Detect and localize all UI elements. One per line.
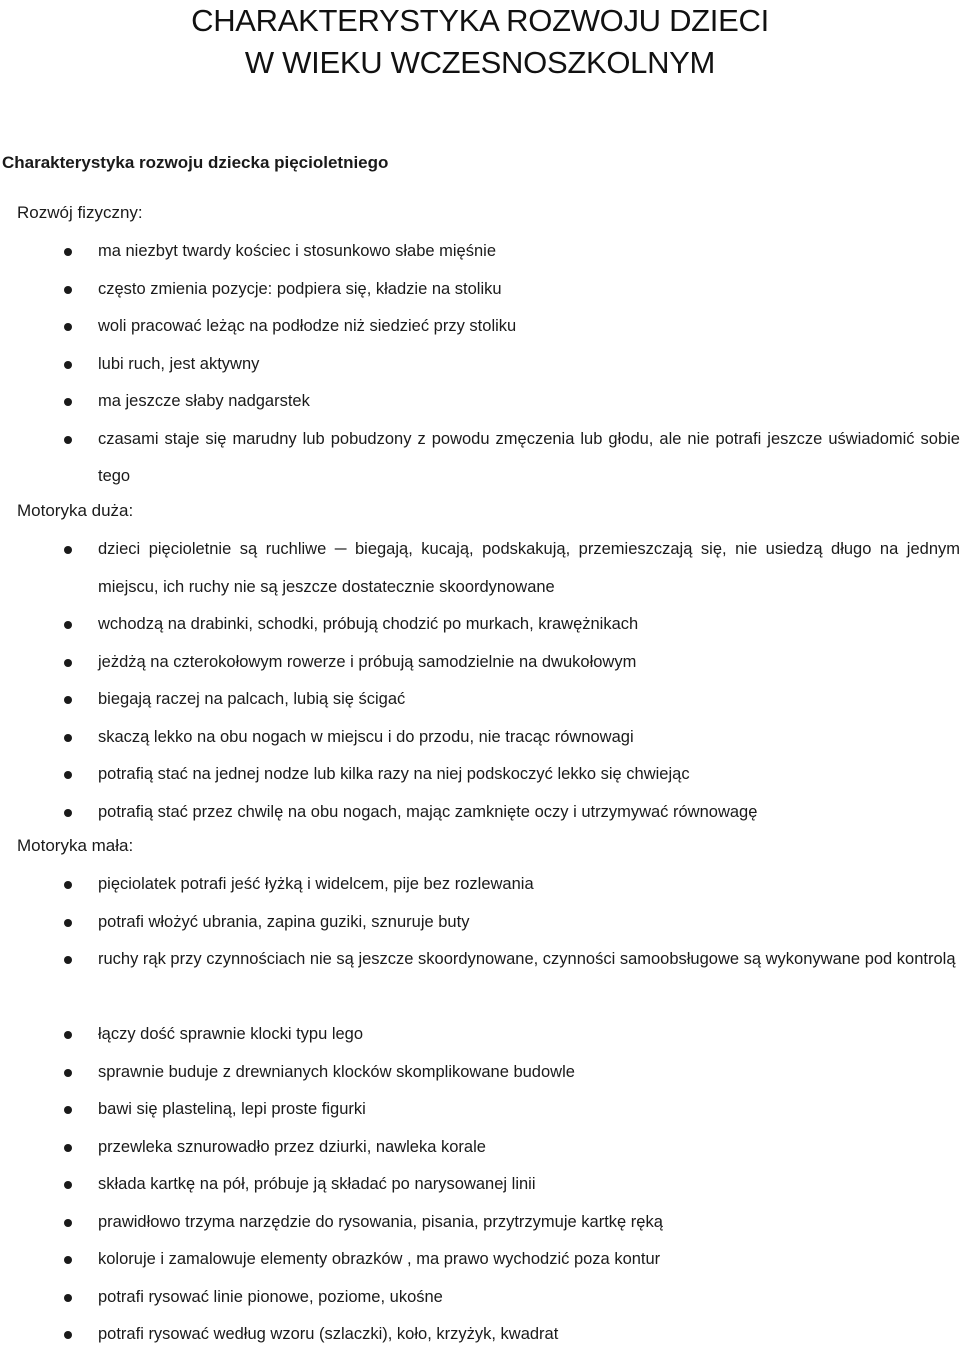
bullet-icon: [64, 323, 72, 331]
bullet-icon: [64, 734, 72, 742]
bullet-icon: [64, 1294, 72, 1302]
list-item-text: pięciolatek potrafi jeść łyżką i widelcem, pije bez rozlewania: [98, 875, 534, 893]
bullet-icon: [64, 361, 72, 369]
list-item-text: skaczą lekko na obu nogach w miejscu i do przodu, nie tracąc równowagi: [98, 727, 634, 746]
list-item-text: ma jeszcze słaby nadgarstek: [98, 392, 310, 410]
bullet-icon: [64, 696, 72, 704]
list-item-text: ruchy rąk przy czynnościach nie są jeszcze skoordynowane, czynności samoobsługowe są wykonywane pod kontrolą: [98, 950, 956, 968]
list-item-text: ma niezbyt twardy kościec i stosunkowo słabe mięśnie: [98, 242, 497, 260]
list-item-text: łączy dość sprawnie klocki typu lego: [98, 1025, 364, 1043]
bullet-icon: [64, 398, 72, 406]
list-item-text: potrafi rysować według wzoru (szlaczki), koło, krzyżyk, kwadrat: [98, 1325, 559, 1343]
bullet-icon: [64, 1144, 72, 1152]
bullet-icon: [64, 1256, 72, 1264]
list-item-text: przewleka sznurowadło przez dziurki, nawleka korale: [98, 1137, 486, 1156]
bullet-icon: [64, 881, 72, 889]
list-item-text: biegają raczej na palcach, lubią się ścigać: [98, 690, 406, 708]
bullet-icon: [64, 436, 72, 444]
document-subtitle: Charakterystyka rozwoju dziecka pięcioletniego: [2, 153, 389, 172]
document-title-line-2: W WIEKU WCZESNOSZKOLNYM: [244, 45, 716, 80]
bullet-icon: [64, 1219, 72, 1227]
bullet-icon: [64, 1181, 72, 1189]
document-title: [0, 0, 960, 84]
bullet-icon: [64, 248, 72, 256]
bullet-icon: [64, 1331, 72, 1339]
bullet-icon: [64, 809, 72, 817]
section-heading-gross-motor: Motoryka duża:: [17, 501, 134, 520]
bullet-icon: [64, 919, 72, 927]
bullet-icon: [64, 546, 72, 554]
list-item-text: lubi ruch, jest aktywny: [98, 354, 260, 373]
list-item-text: bawi się plasteliną, lepi proste figurki: [98, 1100, 366, 1118]
bullet-icon: [64, 1106, 72, 1114]
list-item-text: często zmienia pozycje: podpiera się, kładzie na stoliku: [98, 279, 502, 298]
bullet-icon: [64, 956, 72, 964]
list-item-text: sprawnie buduje z drewnianych klocków skomplikowane budowle: [98, 1062, 575, 1081]
list-item-text: woli pracować leżąc na podłodze niż siedzieć przy stoliku: [98, 317, 517, 335]
section-heading-fine-motor: Motoryka mała:: [17, 836, 134, 855]
list-item-text: potrafią stać przez chwilę na obu nogach, mając zamknięte oczy i utrzymywać równowagę: [98, 802, 758, 821]
list-item-text: potrafi włożyć ubrania, zapina guziki, sznuruje buty: [98, 912, 470, 931]
list-item-text: jeżdżą na czterokołowym rowerze i próbują samodzielnie na dwukołowym: [98, 652, 637, 671]
bullet-icon: [64, 621, 72, 629]
list-item-text: koloruje i zamalowuje elementy obrazków , ma prawo wychodzić poza kontur: [98, 1250, 661, 1268]
list-item-text: składa kartkę na pół, próbuje ją składać po narysowanej linii: [98, 1175, 536, 1193]
document-title-line-1: CHARAKTERYSTYKA ROZWOJU DZIECI: [191, 3, 769, 38]
list-item-text: dzieci pięcioletnie są ruchliwe ─ biegają, kucają, podskakują, przemieszczają się, nie usiedzą długo na jednym miejscu, ich ruchy nie są jeszcze dostatecznie skoordynowane: [98, 540, 960, 596]
list-item-text: prawidłowo trzyma narzędzie do rysowania, pisania, przytrzymuje kartkę ręką: [98, 1212, 663, 1231]
list-item-text: potrafi rysować linie pionowe, poziome, ukośne: [98, 1287, 443, 1306]
bullet-icon: [64, 1069, 72, 1077]
section-heading-physical-development: Rozwój fizyczny:: [17, 203, 143, 222]
list-item-text: czasami staje się marudny lub pobudzony z powodu zmęczenia lub głodu, ale nie potrafi jeszcze uświadomić sobie tego: [98, 429, 960, 485]
list-item-text: wchodzą na drabinki, schodki, próbują chodzić po murkach, krawężnikach: [98, 615, 639, 633]
bullet-icon: [64, 659, 72, 667]
bullet-icon: [64, 771, 72, 779]
list-item-text: potrafią stać na jednej nodze lub kilka razy na niej podskoczyć lekko się chwiejąc: [98, 765, 690, 783]
bullet-icon: [64, 1031, 72, 1039]
bullet-icon: [64, 286, 72, 294]
